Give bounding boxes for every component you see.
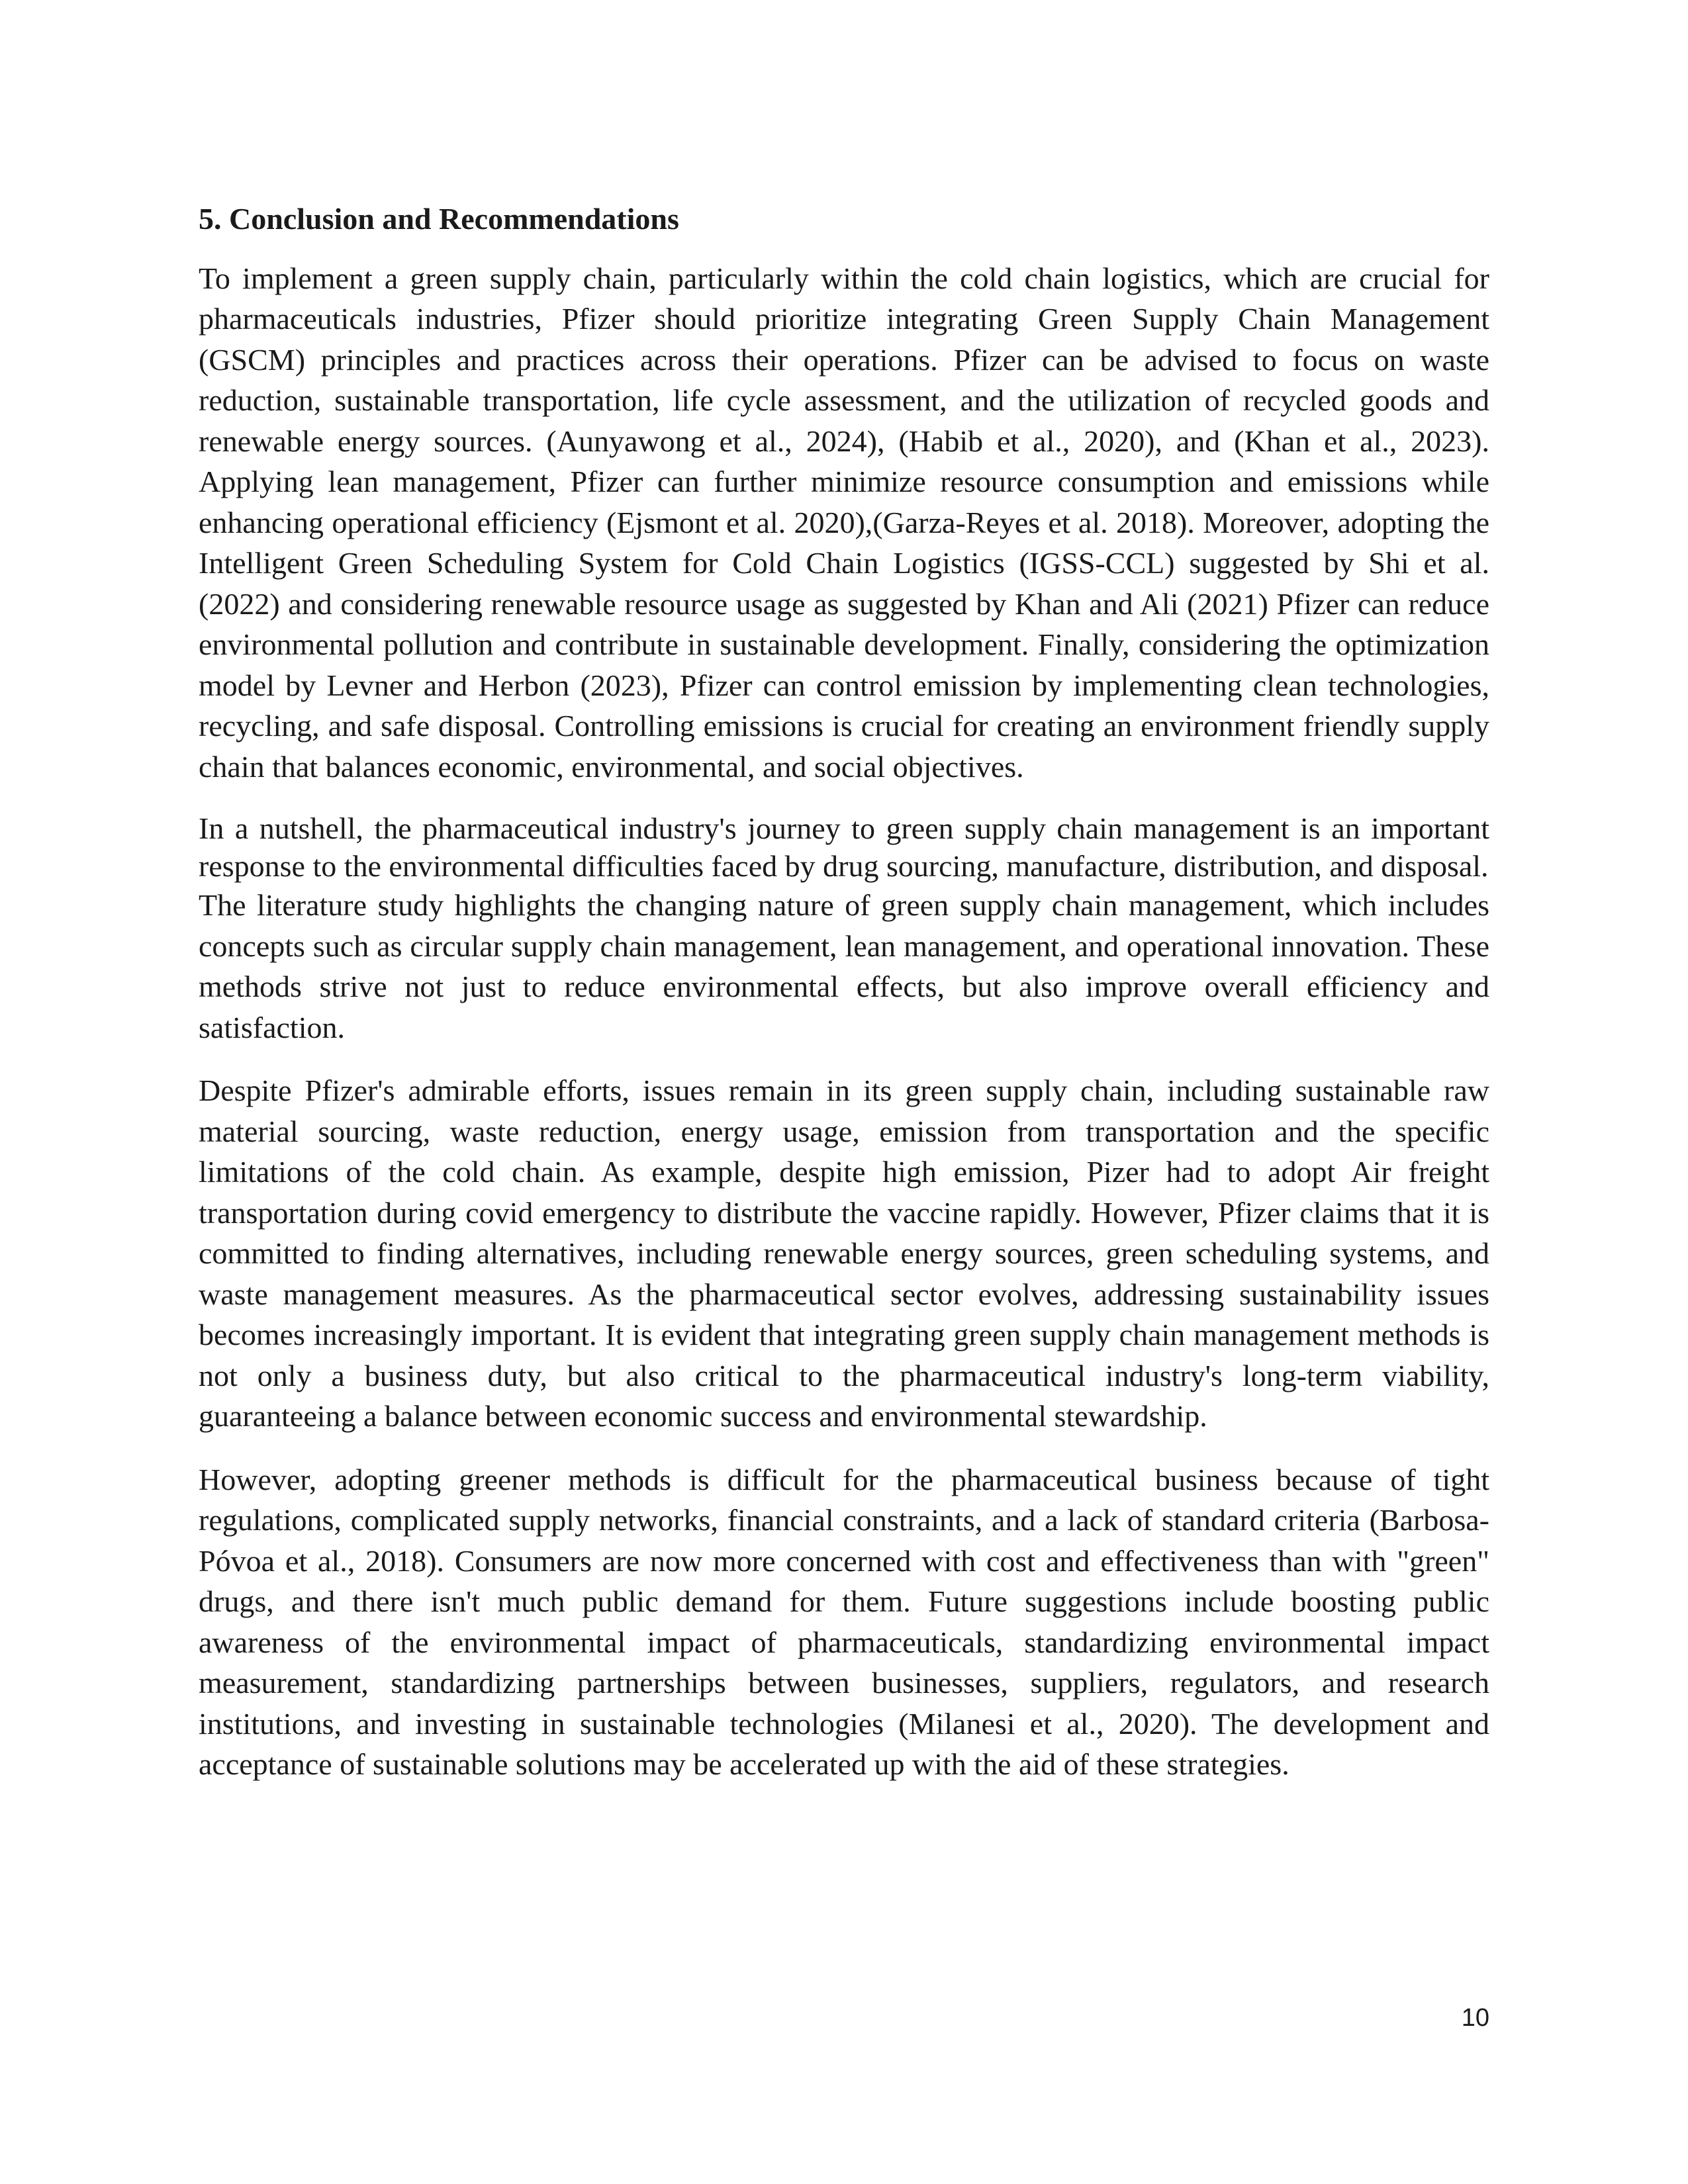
paragraph-literature-study: The literature study highlights the changing nature of green supply chain management, which includes concepts such as circular supply chain management, lean management, and operational innovation. These methods strive not just to reduce environmental effects, but also improve overall efficiency and satisfaction. — [199, 888, 1489, 1044]
page-body — [199, 199, 1489, 1785]
paragraph-pfizer-issues: Despite Pfizer's admirable efforts, issues remain in its green supply chain, including sustainable raw material sourcing, waste reduction, energy usage, emission from transportation and the specific limitations of the cold chain. As example, despite high emission, Pizer had to adopt Air freight transportation during covid emergency to distribute the vaccine rapidly. However, Pfizer claims that it is committed to finding alternatives, including renewable energy sources, green scheduling systems, and waste management measures. As the pharmaceutical sector evolves, addressing sustainability issues becomes increasingly important. It is evident that integrating green supply chain management methods is not only a business duty, but also critical to the pharmaceutical industry's long-term viability, guaranteeing a balance between economic success and environmental stewardship. — [199, 1073, 1489, 1433]
paragraph-nutshell: In a nutshell, the pharmaceutical industry's journey to green supply chain management is an important response to the environmental difficulties faced by drug sourcing, manufacture, distribution, and disposal. — [199, 811, 1489, 883]
paragraph-future-suggestions: However, adopting greener methods is difficult for the pharmaceutical business because of tight regulations, complicated supply networks, financial constraints, and a lack of standard criteria (Barbosa-Póvoa et al., 2018). Consumers are now more concerned with cost and effectiveness than with "green" drugs, and there isn't much public demand for them. Future suggestions include boosting public awareness of the environmental impact of pharmaceuticals, standardizing environmental impact measurement, standardizing partnerships between businesses, suppliers, regulators, and research institutions, and investing in sustainable technologies (Milanesi et al., 2020). The development and acceptance of sustainable solutions may be accelerated up with the aid of these strategies. — [199, 1462, 1489, 1781]
page-number: 10 — [1461, 2004, 1489, 2032]
paragraph-gscm-recommendations: To implement a green supply chain, particularly within the cold chain logistics, which are crucial for pharmaceuticals industries, Pfizer should prioritize integrating Green Supply Chain Management (GSCM) principles and practices across their operations. Pfizer can be advised to focus on waste reduction, sustainable transportation, life cycle assessment, and the utilization of recycled goods and renewable energy sources. (Aunyawong et al., 2024), (Habib et al., 2020), and (Khan et al., 2023). Applying lean management, Pfizer can further minimize resource consumption and emissions while enhancing operational efficiency (Ejsmont et al. 2020),(Garza-Reyes et al. 2018). Moreover, adopting the Intelligent Green Scheduling System for Cold Chain Logistics (IGSS-CCL) suggested by Shi et al. (2022) and considering renewable resource usage as suggested by Khan and Ali (2021) Pfizer can reduce environmental pollution and contribute in sustainable development. Finally, considering the optimization model by Levner and Herbon (2023), Pfizer can control emission by implementing clean technologies, recycling, and safe disposal. Controlling emissions is crucial for creating an environment friendly supply chain that balances economic, environmental, and social objectives. — [199, 261, 1489, 784]
section-heading: 5. Conclusion and Recommendations — [199, 202, 679, 236]
